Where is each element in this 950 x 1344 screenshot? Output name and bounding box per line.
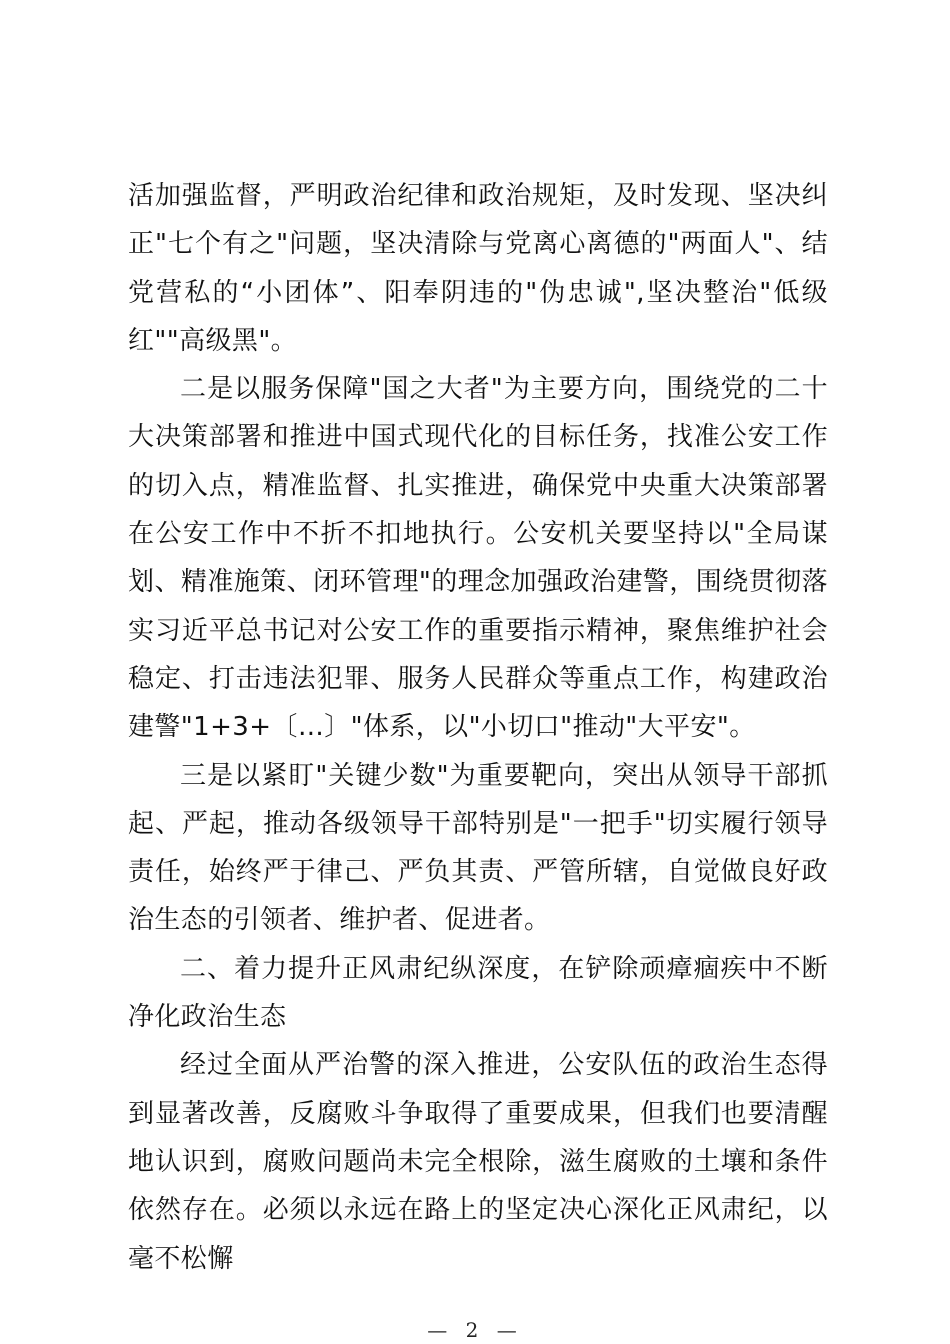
paragraph-third-point: 三是以紧盯"关键少数"为重要靶向，突出从领导干部抓起、严起，推动各级领导干部特别是"一把手"切实履行领导责任，始终严于律己、严负其责、严管所辖，自觉做良好政治生态的引领者、维护者、促进者。: [128, 760, 828, 936]
page-number: — 2 —: [427, 1318, 523, 1342]
paragraph-continuation: 活加强监督，严明政治纪律和政治规矩，及时发现、坚决纠正"七个有之"问题，坚决清除与党离心离德的"两面人"、结党营私的“小团体”、阳奉阴违的"伪忠诚",坚决整治"低级红""高级黑"。: [128, 181, 828, 356]
paragraph-second-point: 二是以服务保障"国之大者"为主要方向，围绕党的二十大决策部署和推进中国式现代化的目标任务，找准公安工作的切入点，精准监督、扎实推进，确保党中央重大决策部署在公安工作中不折不扣地执行。公安机关要坚持以"全局谋划、精准施策、闭环管理"的理念加强政治建警，围绕贯彻落实习近平总书记对公安工作的重要指示精神，聚焦维护社会稳定、打击违法犯罪、服务人民群众等重点工作，构建政治建警"1+3+〔…〕"体系，以"小切口"推动"大平安"。: [128, 374, 828, 743]
section-heading: 二、着力提升正风肃纪纵深度，在铲除顽瘴痼疾中不断净化政治生态: [128, 953, 828, 1033]
paragraph-section-body: 经过全面从严治警的深入推进，公安队伍的政治生态得到显著改善，反腐败斗争取得了重要成果，但我们也要清醒地认识到，腐败问题尚未完全根除，滋生腐败的土壤和条件依然存在。必须以永远在路上的坚定决心深化正风肃纪，以毫不松懈: [128, 1050, 828, 1274]
body-text: [128, 172, 828, 1283]
